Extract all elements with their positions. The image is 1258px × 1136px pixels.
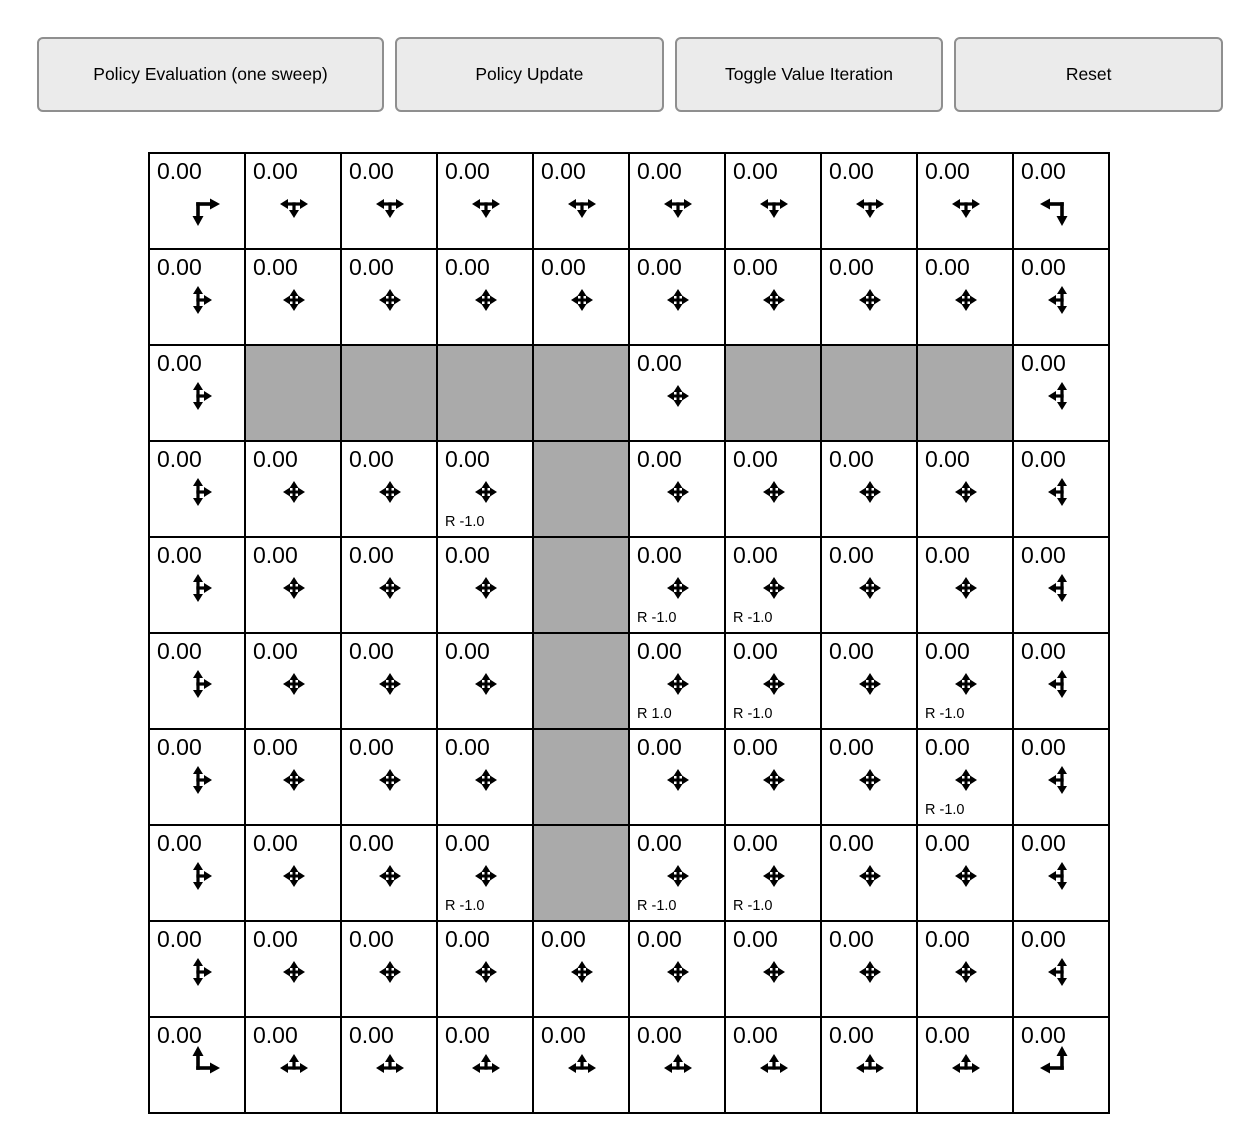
- cell-value: 0.00: [445, 734, 490, 760]
- cell-value: 0.00: [733, 830, 778, 856]
- policy-arrows-icon: [744, 1038, 804, 1098]
- cell-reward: R 1.0: [637, 706, 672, 722]
- cell-value: 0.00: [445, 1022, 490, 1048]
- cell-reward: R -1.0: [733, 706, 773, 722]
- cell-value: 0.00: [157, 350, 202, 376]
- grid-cell[interactable]: [1013, 825, 1109, 921]
- grid-cell[interactable]: [437, 633, 533, 729]
- cell-value: 0.00: [637, 734, 682, 760]
- policy-arrows-icon: [264, 174, 324, 234]
- cell-value: 0.00: [349, 926, 394, 952]
- policy-arrows-icon: [840, 558, 900, 618]
- policy-arrows-icon: [840, 1038, 900, 1098]
- cell-value: 0.00: [637, 350, 682, 376]
- grid-cell[interactable]: [917, 729, 1013, 825]
- grid-wall-cell[interactable]: [341, 345, 437, 441]
- policy-arrows-icon: [744, 942, 804, 1002]
- cell-value: 0.00: [925, 926, 970, 952]
- cell-value: 0.00: [445, 446, 490, 472]
- policy-arrows-icon: [360, 750, 420, 810]
- grid-cell[interactable]: [437, 249, 533, 345]
- policy-arrows-icon: [648, 846, 708, 906]
- policy-arrows-icon: [456, 270, 516, 330]
- cell-value: 0.00: [157, 158, 202, 184]
- policy-arrows-icon: [1032, 366, 1092, 426]
- policy-arrows-icon: [456, 750, 516, 810]
- policy-arrows-icon: [456, 1038, 516, 1098]
- policy-arrows-icon: [648, 462, 708, 522]
- cell-value: 0.00: [1021, 158, 1066, 184]
- cell-value: 0.00: [1021, 926, 1066, 952]
- grid-cell[interactable]: [437, 921, 533, 1017]
- grid-cell[interactable]: [341, 441, 437, 537]
- policy-arrows-icon: [456, 462, 516, 522]
- grid-wall-cell[interactable]: [245, 345, 341, 441]
- policy-arrows-icon: [744, 558, 804, 618]
- cell-value: 0.00: [733, 734, 778, 760]
- grid-cell[interactable]: [821, 825, 917, 921]
- grid-cell[interactable]: [725, 633, 821, 729]
- policy-arrows-icon: [744, 750, 804, 810]
- grid-cell[interactable]: [821, 441, 917, 537]
- policy-arrows-icon: [1032, 462, 1092, 522]
- reset-button[interactable]: Reset: [954, 37, 1223, 112]
- grid-cell[interactable]: [725, 825, 821, 921]
- cell-value: 0.00: [733, 638, 778, 664]
- policy-arrows-icon: [936, 558, 996, 618]
- policy-evaluation-button[interactable]: Policy Evaluation (one sweep): [37, 37, 384, 112]
- grid-wall-cell[interactable]: [533, 825, 629, 921]
- cell-reward: R -1.0: [637, 610, 677, 626]
- cell-value: 0.00: [637, 446, 682, 472]
- grid-wall-cell[interactable]: [533, 633, 629, 729]
- cell-value: 0.00: [829, 638, 874, 664]
- policy-arrows-icon: [168, 750, 228, 810]
- cell-reward: R -1.0: [637, 898, 677, 914]
- cell-value: 0.00: [829, 734, 874, 760]
- grid-cell[interactable]: [917, 537, 1013, 633]
- cell-value: 0.00: [1021, 446, 1066, 472]
- cell-reward: R -1.0: [925, 706, 965, 722]
- cell-value: 0.00: [349, 542, 394, 568]
- cell-value: 0.00: [1021, 638, 1066, 664]
- grid-cell[interactable]: [821, 729, 917, 825]
- cell-value: 0.00: [349, 446, 394, 472]
- policy-arrows-icon: [744, 174, 804, 234]
- cell-value: 0.00: [349, 638, 394, 664]
- grid-cell[interactable]: [245, 825, 341, 921]
- grid-cell[interactable]: [341, 729, 437, 825]
- policy-arrows-icon: [552, 1038, 612, 1098]
- cell-value: 0.00: [253, 638, 298, 664]
- policy-arrows-icon: [1032, 846, 1092, 906]
- policy-arrows-icon: [648, 654, 708, 714]
- policy-arrows-icon: [168, 846, 228, 906]
- policy-arrows-icon: [936, 270, 996, 330]
- cell-value: 0.00: [1021, 1022, 1066, 1048]
- policy-arrows-icon: [168, 654, 228, 714]
- policy-arrows-icon: [456, 654, 516, 714]
- grid-cell[interactable]: [245, 1017, 341, 1113]
- grid-cell[interactable]: [341, 825, 437, 921]
- cell-value: 0.00: [445, 158, 490, 184]
- grid-cell[interactable]: [245, 729, 341, 825]
- policy-arrows-icon: [936, 1038, 996, 1098]
- grid-wall-cell[interactable]: [533, 537, 629, 633]
- grid-cell[interactable]: [341, 249, 437, 345]
- cell-value: 0.00: [1021, 350, 1066, 376]
- grid-cell[interactable]: [725, 921, 821, 1017]
- policy-arrows-icon: [840, 942, 900, 1002]
- policy-arrows-icon: [264, 270, 324, 330]
- cell-reward: R -1.0: [733, 610, 773, 626]
- cell-value: 0.00: [637, 1022, 682, 1048]
- grid-cell[interactable]: [341, 153, 437, 249]
- grid-cell[interactable]: [917, 921, 1013, 1017]
- policy-arrows-icon: [360, 654, 420, 714]
- policy-arrows-icon: [168, 1038, 228, 1098]
- grid-cell[interactable]: [533, 921, 629, 1017]
- grid-cell[interactable]: [149, 921, 245, 1017]
- grid-cell[interactable]: [629, 921, 725, 1017]
- cell-value: 0.00: [925, 830, 970, 856]
- grid-cell[interactable]: [917, 825, 1013, 921]
- grid-cell[interactable]: [821, 249, 917, 345]
- cell-value: 0.00: [541, 1022, 586, 1048]
- cell-value: 0.00: [253, 158, 298, 184]
- grid-cell[interactable]: [341, 633, 437, 729]
- cell-value: 0.00: [637, 830, 682, 856]
- cell-value: 0.00: [349, 1022, 394, 1048]
- grid-cell[interactable]: [725, 1017, 821, 1113]
- cell-value: 0.00: [445, 830, 490, 856]
- policy-arrows-icon: [648, 750, 708, 810]
- policy-arrows-icon: [648, 174, 708, 234]
- cell-value: 0.00: [733, 446, 778, 472]
- grid-cell[interactable]: [1013, 729, 1109, 825]
- grid-cell[interactable]: [341, 1017, 437, 1113]
- policy-arrows-icon: [456, 174, 516, 234]
- grid-cell[interactable]: [725, 249, 821, 345]
- cell-value: 0.00: [733, 254, 778, 280]
- grid-cell[interactable]: [917, 441, 1013, 537]
- policy-arrows-icon: [1032, 1038, 1092, 1098]
- policy-arrows-icon: [168, 366, 228, 426]
- policy-arrows-icon: [264, 942, 324, 1002]
- cell-value: 0.00: [253, 734, 298, 760]
- grid-wall-cell[interactable]: [917, 345, 1013, 441]
- policy-arrows-icon: [264, 558, 324, 618]
- grid-cell[interactable]: [821, 633, 917, 729]
- cell-value: 0.00: [349, 158, 394, 184]
- grid-cell[interactable]: [437, 825, 533, 921]
- grid-cell[interactable]: [341, 537, 437, 633]
- grid-cell[interactable]: [245, 153, 341, 249]
- policy-arrows-icon: [1032, 270, 1092, 330]
- policy-arrows-icon: [744, 462, 804, 522]
- cell-value: 0.00: [925, 734, 970, 760]
- grid-cell[interactable]: [629, 441, 725, 537]
- grid-cell[interactable]: [629, 825, 725, 921]
- policy-arrows-icon: [744, 270, 804, 330]
- policy-arrows-icon: [648, 558, 708, 618]
- policy-arrows-icon: [168, 270, 228, 330]
- policy-arrows-icon: [936, 750, 996, 810]
- policy-arrows-icon: [264, 750, 324, 810]
- grid-cell[interactable]: [629, 249, 725, 345]
- grid-cell[interactable]: [1013, 1017, 1109, 1113]
- grid-wall-cell[interactable]: [533, 729, 629, 825]
- grid-cell[interactable]: [629, 537, 725, 633]
- policy-arrows-icon: [264, 462, 324, 522]
- grid-cell[interactable]: [629, 345, 725, 441]
- grid-cell[interactable]: [437, 729, 533, 825]
- cell-value: 0.00: [157, 830, 202, 856]
- grid-cell[interactable]: [149, 153, 245, 249]
- grid-cell[interactable]: [437, 441, 533, 537]
- policy-arrows-icon: [552, 942, 612, 1002]
- policy-arrows-icon: [840, 750, 900, 810]
- grid-cell[interactable]: [917, 1017, 1013, 1113]
- grid-cell[interactable]: [821, 921, 917, 1017]
- grid-cell[interactable]: [437, 537, 533, 633]
- policy-arrows-icon: [1032, 558, 1092, 618]
- grid-cell[interactable]: [725, 441, 821, 537]
- grid-cell[interactable]: [1013, 345, 1109, 441]
- cell-value: 0.00: [733, 1022, 778, 1048]
- policy-arrows-icon: [168, 558, 228, 618]
- policy-arrows-icon: [264, 846, 324, 906]
- cell-value: 0.00: [157, 254, 202, 280]
- grid-cell[interactable]: [821, 537, 917, 633]
- grid-cell[interactable]: [821, 1017, 917, 1113]
- cell-value: 0.00: [637, 542, 682, 568]
- policy-arrows-icon: [360, 270, 420, 330]
- cell-value: 0.00: [733, 158, 778, 184]
- policy-arrows-icon: [936, 654, 996, 714]
- grid-cell[interactable]: [725, 729, 821, 825]
- toolbar: [0, 0, 1258, 112]
- cell-value: 0.00: [157, 446, 202, 472]
- cell-value: 0.00: [157, 638, 202, 664]
- policy-arrows-icon: [456, 942, 516, 1002]
- policy-arrows-icon: [360, 462, 420, 522]
- grid-cell[interactable]: [629, 153, 725, 249]
- toggle-value-iteration-button[interactable]: Toggle Value Iteration: [675, 37, 944, 112]
- cell-value: 0.00: [829, 1022, 874, 1048]
- cell-value: 0.00: [445, 542, 490, 568]
- policy-arrows-icon: [648, 270, 708, 330]
- grid-cell[interactable]: [245, 441, 341, 537]
- cell-reward: R -1.0: [733, 898, 773, 914]
- grid-wall-cell[interactable]: [533, 441, 629, 537]
- policy-arrows-icon: [648, 366, 708, 426]
- policy-arrows-icon: [168, 942, 228, 1002]
- cell-value: 0.00: [253, 926, 298, 952]
- grid-cell[interactable]: [149, 249, 245, 345]
- cell-value: 0.00: [349, 830, 394, 856]
- cell-value: 0.00: [925, 1022, 970, 1048]
- cell-value: 0.00: [829, 446, 874, 472]
- grid-cell[interactable]: [437, 153, 533, 249]
- grid-cell[interactable]: [245, 633, 341, 729]
- grid-cell[interactable]: [1013, 921, 1109, 1017]
- cell-value: 0.00: [829, 830, 874, 856]
- policy-arrows-icon: [264, 654, 324, 714]
- grid-cell[interactable]: [149, 441, 245, 537]
- cell-value: 0.00: [637, 926, 682, 952]
- grid-cell[interactable]: [917, 249, 1013, 345]
- policy-arrows-icon: [744, 654, 804, 714]
- grid-cell[interactable]: [437, 1017, 533, 1113]
- policy-arrows-icon: [168, 174, 228, 234]
- cell-value: 0.00: [829, 254, 874, 280]
- grid-cell[interactable]: [245, 249, 341, 345]
- cell-value: 0.00: [445, 254, 490, 280]
- policy-arrows-icon: [360, 1038, 420, 1098]
- grid-cell[interactable]: [533, 249, 629, 345]
- policy-arrows-icon: [1032, 174, 1092, 234]
- cell-value: 0.00: [733, 542, 778, 568]
- policy-arrows-icon: [840, 846, 900, 906]
- cell-value: 0.00: [1021, 830, 1066, 856]
- cell-value: 0.00: [253, 1022, 298, 1048]
- cell-value: 0.00: [541, 158, 586, 184]
- cell-value: 0.00: [541, 926, 586, 952]
- cell-value: 0.00: [157, 926, 202, 952]
- gridworld-grid: [148, 152, 1110, 1114]
- cell-value: 0.00: [925, 254, 970, 280]
- policy-arrows-icon: [936, 942, 996, 1002]
- cell-value: 0.00: [253, 254, 298, 280]
- policy-arrows-icon: [552, 270, 612, 330]
- policy-arrows-icon: [936, 846, 996, 906]
- cell-value: 0.00: [733, 926, 778, 952]
- cell-value: 0.00: [253, 446, 298, 472]
- grid-cell[interactable]: [629, 1017, 725, 1113]
- grid-cell[interactable]: [629, 633, 725, 729]
- cell-value: 0.00: [1021, 734, 1066, 760]
- grid-cell[interactable]: [149, 345, 245, 441]
- policy-arrows-icon: [744, 846, 804, 906]
- cell-value: 0.00: [541, 254, 586, 280]
- cell-value: 0.00: [1021, 542, 1066, 568]
- policy-arrows-icon: [1032, 654, 1092, 714]
- policy-arrows-icon: [360, 174, 420, 234]
- cell-value: 0.00: [829, 926, 874, 952]
- cell-value: 0.00: [925, 638, 970, 664]
- cell-value: 0.00: [637, 254, 682, 280]
- grid-cell[interactable]: [533, 153, 629, 249]
- grid-cell[interactable]: [725, 153, 821, 249]
- cell-value: 0.00: [157, 1022, 202, 1048]
- grid-cell[interactable]: [533, 1017, 629, 1113]
- policy-arrows-icon: [648, 1038, 708, 1098]
- grid-wall-cell[interactable]: [437, 345, 533, 441]
- policy-arrows-icon: [168, 462, 228, 522]
- cell-reward: R -1.0: [445, 898, 485, 914]
- cell-value: 0.00: [925, 158, 970, 184]
- policy-arrows-icon: [936, 462, 996, 522]
- cell-value: 0.00: [925, 542, 970, 568]
- grid-cell[interactable]: [1013, 153, 1109, 249]
- policy-arrows-icon: [648, 942, 708, 1002]
- cell-reward: R -1.0: [925, 802, 965, 818]
- policy-arrows-icon: [456, 846, 516, 906]
- grid-cell[interactable]: [1013, 633, 1109, 729]
- cell-value: 0.00: [253, 542, 298, 568]
- grid-cell[interactable]: [149, 1017, 245, 1113]
- cell-value: 0.00: [157, 542, 202, 568]
- policy-arrows-icon: [936, 174, 996, 234]
- policy-arrows-icon: [264, 1038, 324, 1098]
- policy-arrows-icon: [360, 558, 420, 618]
- policy-arrows-icon: [840, 462, 900, 522]
- grid-wall-cell[interactable]: [725, 345, 821, 441]
- cell-reward: R -1.0: [445, 514, 485, 530]
- grid-cell[interactable]: [245, 921, 341, 1017]
- grid-wall-cell[interactable]: [821, 345, 917, 441]
- cell-value: 0.00: [637, 638, 682, 664]
- cell-value: 0.00: [157, 734, 202, 760]
- grid-cell[interactable]: [149, 537, 245, 633]
- policy-arrows-icon: [1032, 942, 1092, 1002]
- cell-value: 0.00: [829, 158, 874, 184]
- cell-value: 0.00: [253, 830, 298, 856]
- policy-arrows-icon: [840, 654, 900, 714]
- policy-arrows-icon: [840, 174, 900, 234]
- grid-cell[interactable]: [917, 153, 1013, 249]
- cell-value: 0.00: [1021, 254, 1066, 280]
- policy-arrows-icon: [1032, 750, 1092, 810]
- grid-cell[interactable]: [1013, 441, 1109, 537]
- grid-cell[interactable]: [149, 633, 245, 729]
- policy-arrows-icon: [360, 942, 420, 1002]
- grid-cell[interactable]: [149, 729, 245, 825]
- policy-arrows-icon: [456, 558, 516, 618]
- cell-value: 0.00: [445, 926, 490, 952]
- policy-arrows-icon: [552, 174, 612, 234]
- grid-wall-cell[interactable]: [533, 345, 629, 441]
- cell-value: 0.00: [829, 542, 874, 568]
- policy-update-button[interactable]: Policy Update: [395, 37, 664, 112]
- grid-cell[interactable]: [725, 537, 821, 633]
- cell-value: 0.00: [925, 446, 970, 472]
- grid-cell[interactable]: [341, 921, 437, 1017]
- cell-value: 0.00: [445, 638, 490, 664]
- grid-cell[interactable]: [149, 825, 245, 921]
- cell-value: 0.00: [637, 158, 682, 184]
- policy-arrows-icon: [360, 846, 420, 906]
- cell-value: 0.00: [349, 254, 394, 280]
- grid-cell[interactable]: [917, 633, 1013, 729]
- grid-cell[interactable]: [821, 153, 917, 249]
- grid-cell[interactable]: [1013, 537, 1109, 633]
- policy-arrows-icon: [840, 270, 900, 330]
- grid-cell[interactable]: [1013, 249, 1109, 345]
- grid-cell[interactable]: [629, 729, 725, 825]
- grid-cell[interactable]: [245, 537, 341, 633]
- cell-value: 0.00: [349, 734, 394, 760]
